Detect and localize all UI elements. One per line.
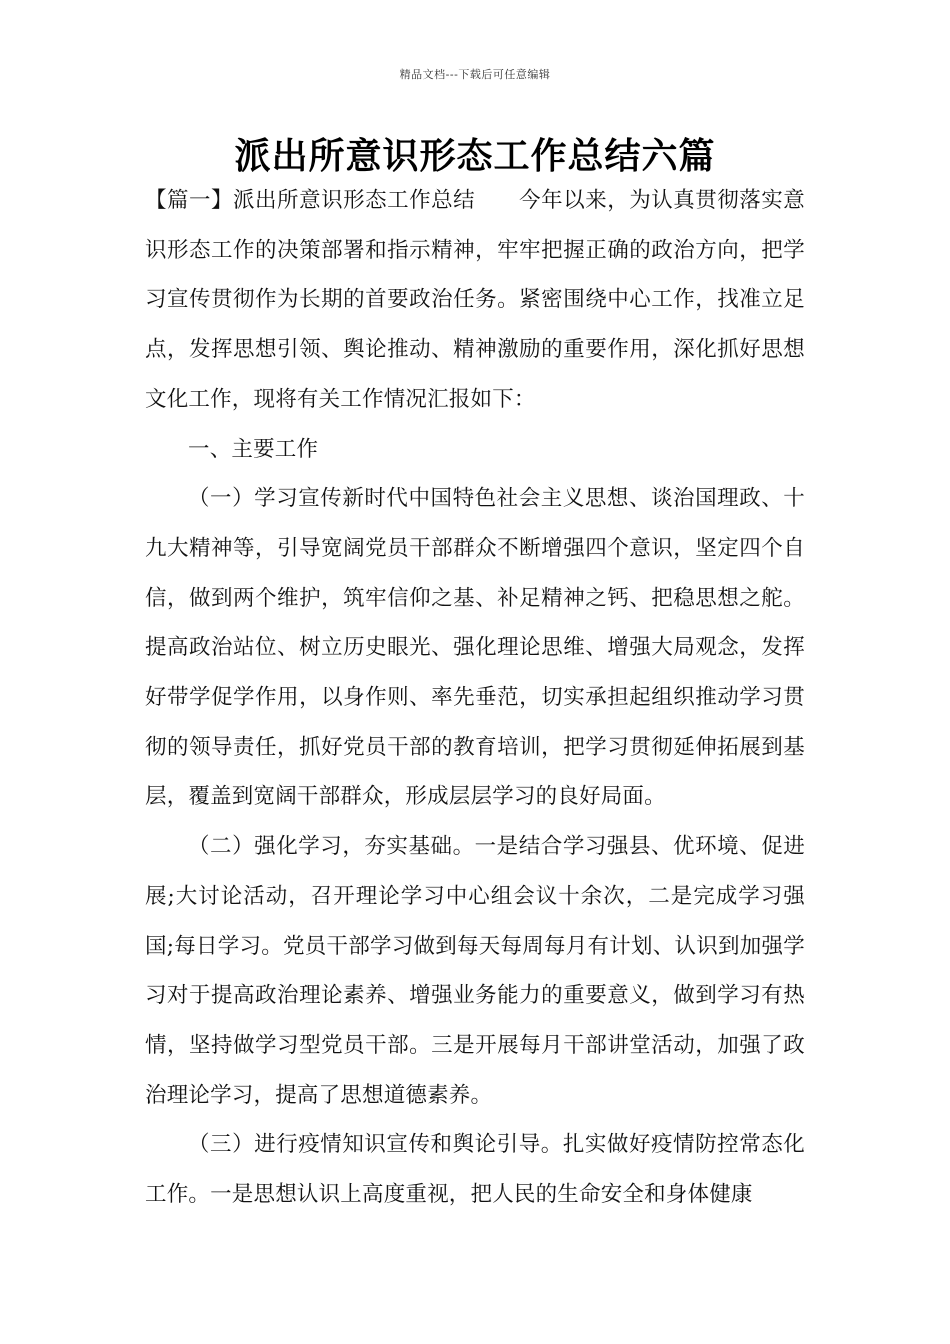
document-body <box>145 176 805 1220</box>
paragraph-intro: 【篇一】派出所意识形态工作总结 今年以来，为认真贯彻落实意识形态工作的决策部署和指示精神，牢牢把握正确的政治方向，把学习宣传贯彻作为长期的首要政治任务。紧密围绕中心工作，找准立足点，发挥思想引领、舆论推动、精神激励的重要作用，深化抓好思想文化工作，现将有关工作情况汇报如下： <box>145 188 805 412</box>
document-title: 派出所意识形态工作总结六篇 <box>234 136 716 177</box>
section-heading: 一、主要工作 <box>188 436 319 462</box>
paragraph-1: （一）学习宣传新时代中国特色社会主义思想、谈治国理政、十九大精神等，引导宽阔党员干部群众不断增强四个意识，坚定四个自信，做到两个维护，筑牢信仰之基、补足精神之钙、把稳思想之舵。提高政治站位、树立历史眼光、强化理论思维、增强大局观念，发挥好带学促学作用，以身作则、率先垂范，切实承担起组织推动学习贯彻的领导责任，抓好党员干部的教育培训，把学习贯彻延伸拓展到基层，覆盖到宽阔干部群众，形成层层学习的良好局面。 <box>145 486 805 810</box>
paragraph-3: （三）进行疫情知识宣传和舆论引导。扎实做好疫情防控常态化工作。一是思想认识上高度重视，把人民的生命安全和身体健康 <box>145 1132 805 1208</box>
header-note: 精品文档---下载后可任意编辑 <box>399 68 551 81</box>
paragraph-2: （二）强化学习，夯实基础。一是结合学习强县、优环境、促进展;大讨论活动，召开理论学习中心组会议十余次，二是完成学习强国;每日学习。党员干部学习做到每天每周每月有计划、认识到加强学习对于提高政治理论素养、增强业务能力的重要意义，做到学习有热情，坚持做学习型党员干部。三是开展每月干部讲堂活动，加强了政治理论学习，提高了思想道德素养。 <box>145 834 805 1108</box>
